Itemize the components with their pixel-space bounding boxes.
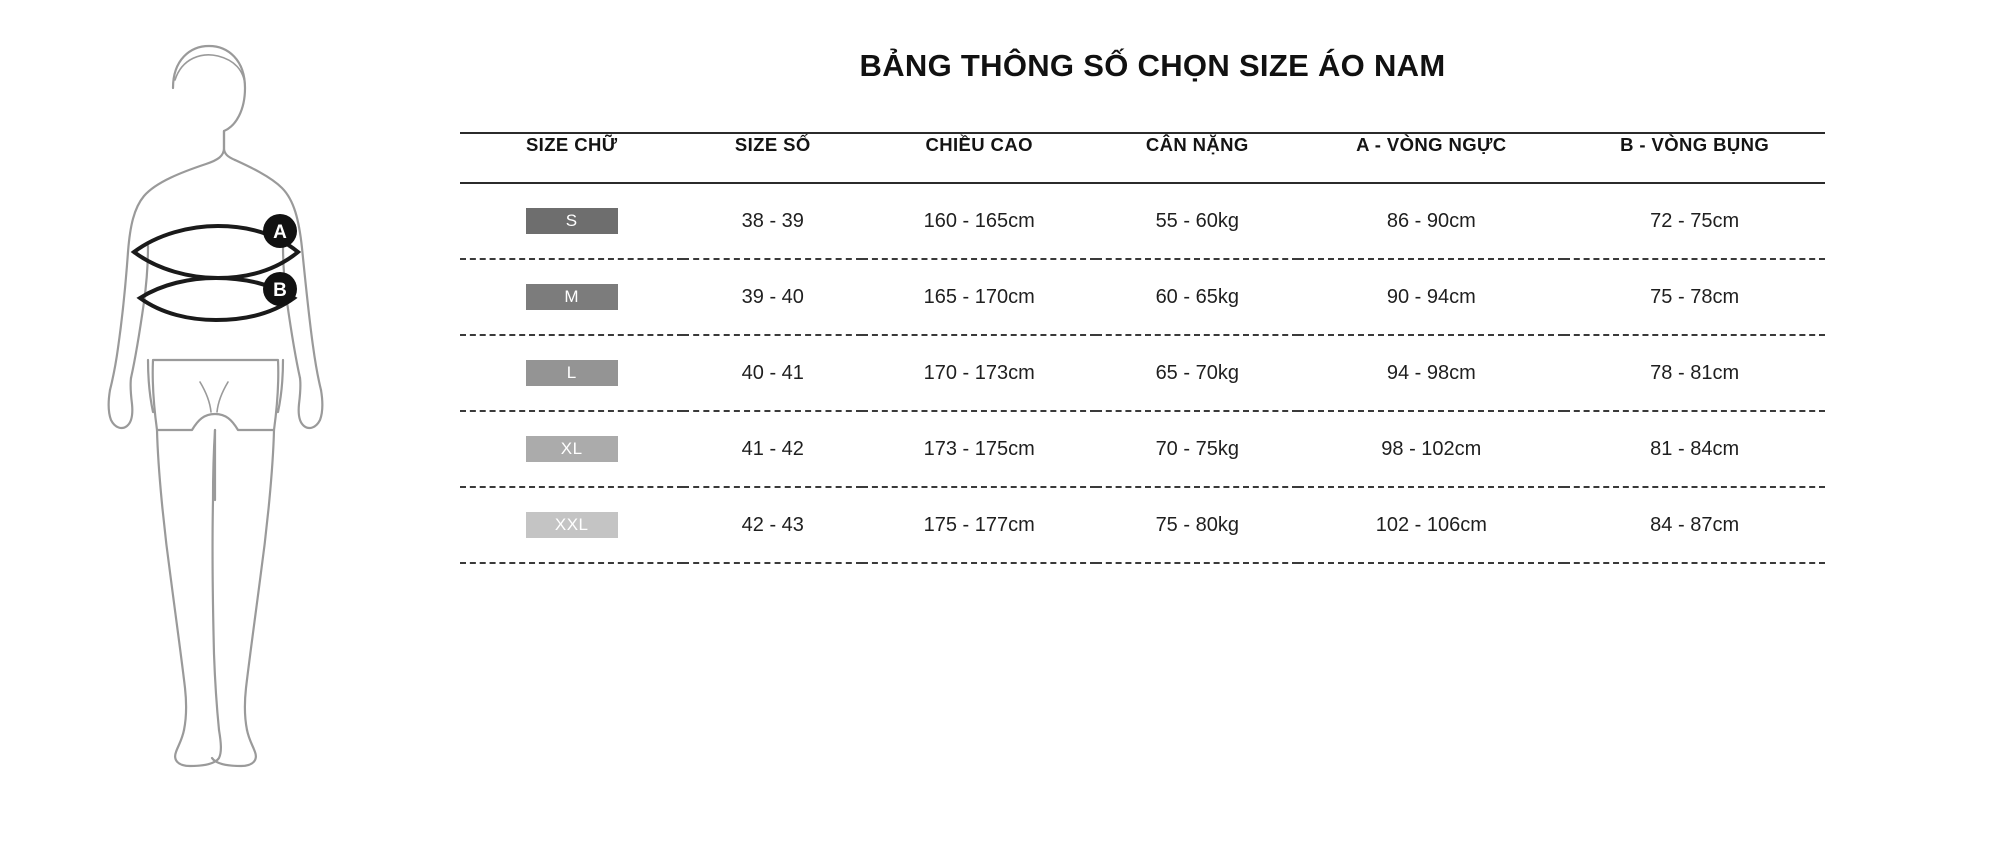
cell-chieu-cao: 170 - 173cm [862, 335, 1096, 411]
cell-vong-bung: 72 - 75cm [1564, 183, 1825, 259]
cell-vong-nguc: 102 - 106cm [1298, 487, 1564, 563]
cell-chieu-cao: 165 - 170cm [862, 259, 1096, 335]
cell-size-so: 39 - 40 [683, 259, 862, 335]
size-chip-l: L [526, 360, 618, 386]
page-title: BẢNG THÔNG SỐ CHỌN SIZE ÁO NAM [859, 48, 1446, 83]
cell-vong-nguc: 90 - 94cm [1298, 259, 1564, 335]
cell-vong-bung: 84 - 87cm [1564, 487, 1825, 563]
column-header-vong-bung: B - VÒNG BỤNG [1564, 133, 1825, 183]
table-header-row [460, 133, 1825, 183]
cell-can-nang: 70 - 75kg [1096, 411, 1298, 487]
cell-size-so: 40 - 41 [683, 335, 862, 411]
column-header-chieu-cao: CHIỀU CAO [862, 133, 1096, 183]
cell-can-nang: 60 - 65kg [1096, 259, 1298, 335]
table-row [460, 487, 1825, 563]
size-chip-m: M [526, 284, 618, 310]
marker-a [263, 214, 297, 248]
size-chip-xxl: XXL [526, 512, 618, 538]
column-header-size-chu: SIZE CHỮ [460, 133, 683, 183]
size-chip-cell [460, 335, 683, 411]
cell-vong-nguc: 86 - 90cm [1298, 183, 1564, 259]
cell-vong-nguc: 94 - 98cm [1298, 335, 1564, 411]
marker-b [263, 272, 297, 306]
cell-can-nang: 65 - 70kg [1096, 335, 1298, 411]
cell-can-nang: 55 - 60kg [1096, 183, 1298, 259]
cell-size-so: 42 - 43 [683, 487, 862, 563]
size-chip-s: S [526, 208, 618, 234]
column-header-vong-nguc: A - VÒNG NGỰC [1298, 133, 1564, 183]
table-row [460, 259, 1825, 335]
table-row [460, 183, 1825, 259]
body-diagram-svg [78, 30, 378, 790]
cell-chieu-cao: 173 - 175cm [862, 411, 1096, 487]
marker-b-label: B [273, 280, 287, 301]
cell-chieu-cao: 160 - 165cm [862, 183, 1096, 259]
cell-vong-nguc: 98 - 102cm [1298, 411, 1564, 487]
column-header-size-so: SIZE SỐ [683, 133, 862, 183]
cell-vong-bung: 78 - 81cm [1564, 335, 1825, 411]
size-chip-cell [460, 487, 683, 563]
cell-vong-bung: 75 - 78cm [1564, 259, 1825, 335]
column-header-can-nang: CÂN NẶNG [1096, 133, 1298, 183]
cell-size-so: 41 - 42 [683, 411, 862, 487]
table-row [460, 411, 1825, 487]
marker-a-label: A [273, 222, 287, 243]
size-chip-xl: XL [526, 436, 618, 462]
table-body [460, 183, 1825, 563]
cell-vong-bung: 81 - 84cm [1564, 411, 1825, 487]
cell-chieu-cao: 175 - 177cm [862, 487, 1096, 563]
cell-size-so: 38 - 39 [683, 183, 862, 259]
table-row [460, 335, 1825, 411]
size-chip-cell [460, 183, 683, 259]
cell-can-nang: 75 - 80kg [1096, 487, 1298, 563]
size-chip-cell [460, 411, 683, 487]
size-chip-cell [460, 259, 683, 335]
size-table-area [460, 48, 1825, 564]
body-outline [109, 46, 323, 766]
male-body-figure [78, 30, 378, 790]
size-table [460, 132, 1825, 564]
